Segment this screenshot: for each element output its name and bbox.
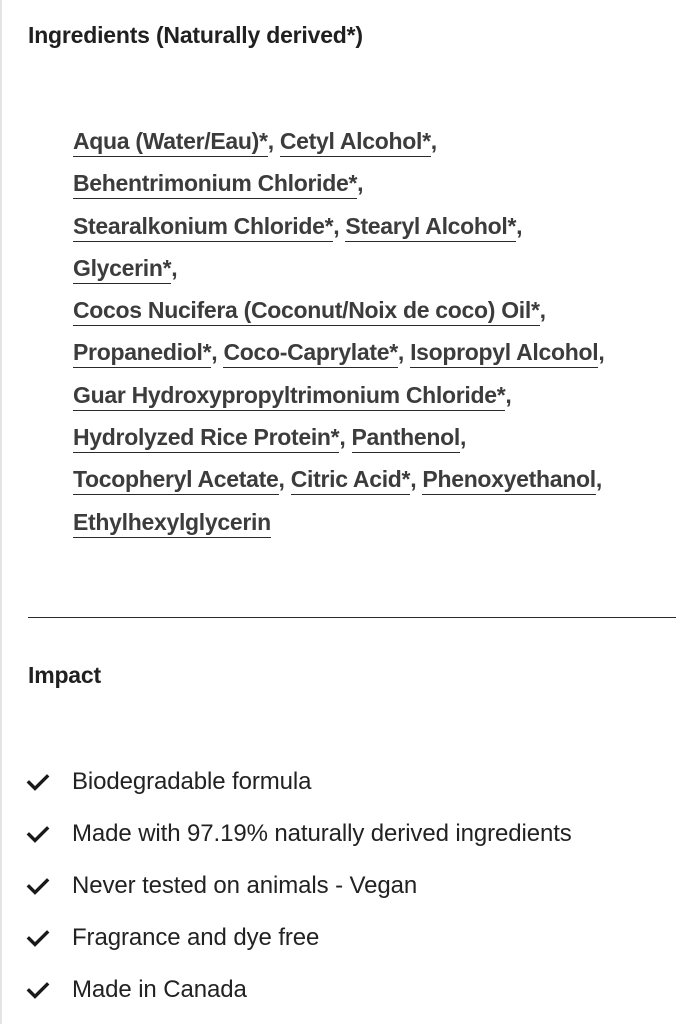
ingredient-line (73, 166, 663, 208)
check-icon (26, 770, 50, 794)
section-divider (28, 617, 676, 618)
check-icon (26, 822, 50, 846)
ingredient-line (73, 462, 663, 504)
ingredient-separator: , (397, 339, 411, 366)
ingredient-line (73, 209, 663, 251)
ingredient-link[interactable]: Isopropyl Alcohol (410, 339, 598, 368)
ingredient-separator: , (460, 424, 467, 451)
ingredient-line (73, 124, 663, 166)
ingredient-separator: , (430, 128, 437, 154)
left-border (0, 0, 2, 1024)
ingredient-separator: , (339, 424, 352, 451)
ingredient-link[interactable]: Ethylhexylglycerin (73, 509, 271, 538)
ingredient-line (73, 505, 663, 547)
ingredient-line (73, 251, 663, 293)
ingredient-link[interactable]: Cocos Nucifera (Coconut/Noix de coco) Oil* (73, 297, 540, 326)
impact-text: Never tested on animals - Vegan (72, 872, 418, 899)
ingredient-separator: , (357, 170, 364, 197)
ingredient-link[interactable]: Propanediol* (73, 339, 211, 368)
impact-item (26, 912, 572, 964)
impact-item (26, 808, 572, 860)
ingredient-link[interactable]: Hydrolyzed Rice Protein* (73, 424, 339, 453)
ingredient-line (73, 378, 663, 420)
ingredient-link[interactable]: Panthenol (352, 424, 460, 453)
ingredient-separator: , (598, 339, 605, 366)
ingredients-title: Ingredients (Naturally derived*) (28, 22, 363, 48)
ingredient-link[interactable]: Cetyl Alcohol* (280, 128, 431, 157)
ingredient-link[interactable]: Citric Acid* (291, 466, 411, 495)
ingredient-line (73, 293, 663, 335)
ingredient-link[interactable]: Coco-Caprylate* (223, 339, 397, 368)
ingredient-link[interactable]: Guar Hydroxypropyltrimonium Chloride* (73, 382, 505, 411)
ingredient-link[interactable]: Phenoxyethanol (422, 466, 595, 495)
impact-item (26, 756, 572, 808)
impact-item (26, 860, 572, 912)
ingredient-link[interactable]: Tocopheryl Acetate (73, 466, 279, 495)
ingredient-separator: , (278, 466, 291, 493)
ingredient-line (73, 335, 663, 377)
ingredient-separator: , (211, 339, 224, 366)
ingredient-line (73, 420, 663, 462)
impact-text: Made with 97.19% naturally derived ingredients (72, 820, 572, 847)
check-icon (26, 978, 50, 1002)
impact-text: Biodegradable formula (72, 768, 312, 795)
impact-item (26, 964, 572, 1016)
ingredient-list (73, 124, 663, 547)
impact-text: Made in Canada (72, 976, 247, 1003)
ingredient-separator: , (539, 297, 546, 324)
ingredient-separator: , (410, 466, 423, 493)
check-icon (26, 926, 50, 950)
impact-title: Impact (28, 662, 101, 688)
ingredient-link[interactable]: Stearyl Alcohol* (345, 213, 516, 242)
ingredient-separator: , (516, 212, 523, 239)
ingredient-link[interactable]: Aqua (Water/Eau)* (73, 128, 268, 157)
ingredient-link[interactable]: Behentrimonium Chloride* (73, 170, 357, 199)
impact-text: Fragrance and dye free (72, 924, 320, 951)
ingredient-link[interactable]: Glycerin* (73, 255, 171, 284)
impact-list (26, 756, 572, 1016)
ingredient-separator: , (333, 212, 346, 239)
check-icon (26, 874, 50, 898)
ingredient-separator: , (505, 381, 512, 408)
ingredient-separator: , (595, 466, 602, 493)
ingredient-link[interactable]: Stearalkonium Chloride* (73, 213, 333, 242)
ingredient-separator: , (171, 254, 178, 281)
ingredient-separator: , (267, 128, 280, 154)
